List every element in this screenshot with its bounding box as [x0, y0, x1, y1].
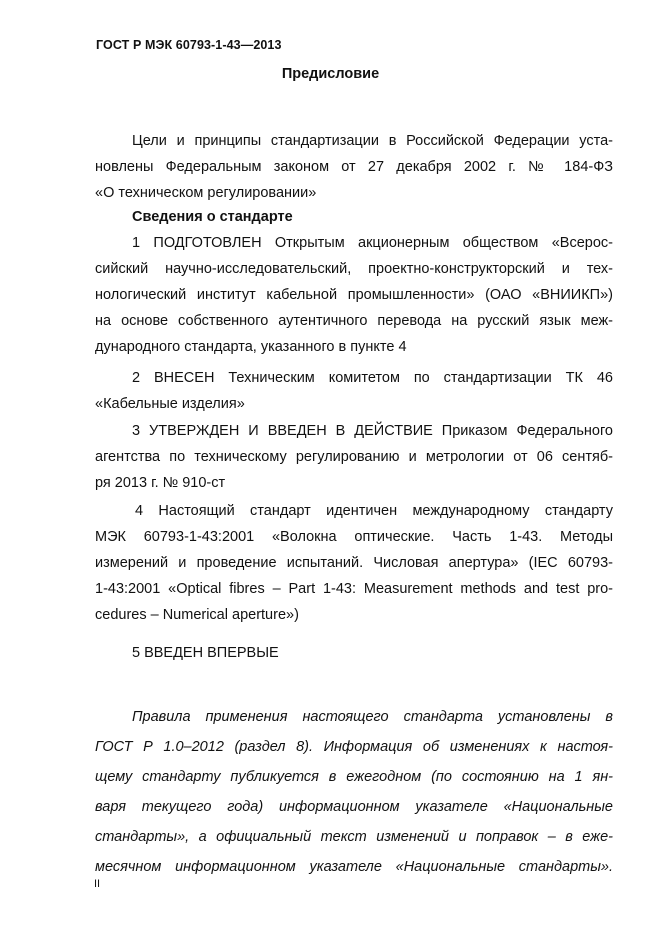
section-heading: Сведения о стандарте	[132, 209, 293, 225]
intro-line: «О техническом регулировании»	[95, 185, 317, 201]
item-2-paragraph	[95, 365, 613, 417]
item-1-line: сийский научно-исследовательский, проектно-конструкторский и тех-	[95, 261, 613, 277]
item-2-line: «Кабельные изделия»	[95, 396, 245, 412]
rules-line: варя текущего года) информационном указателе «Национальные	[95, 799, 613, 815]
item-1-line: нологический институт кабельной промышленности» (ОАО «ВНИИКП»)	[95, 287, 613, 303]
page-number: II	[94, 878, 101, 890]
item-4-line: МЭК 60793-1-43:2001 «Волокна оптические. Часть 1-43. Методы	[95, 529, 613, 545]
item-1-paragraph	[95, 230, 613, 360]
intro-line: новлены Федеральным законом от 27 декабря 2002 г. № 184-ФЗ	[95, 159, 613, 175]
rules-line: щему стандарту публикуется в ежегодном (по состоянию на 1 ян-	[95, 769, 613, 785]
rules-line: ГОСТ Р 1.0–2012 (раздел 8). Информация об изменениях к настоя-	[95, 739, 613, 755]
rules-paragraph	[95, 702, 613, 882]
item-2-line: 2 ВНЕСЕН Техническим комитетом по стандартизации ТК 46	[132, 370, 613, 386]
item-1-line: на основе собственного аутентичного перевода на русский язык меж-	[95, 313, 613, 329]
item-4-line: 1-43:2001 «Optical fibres – Part 1-43: Measurement methods and test pro-	[95, 581, 613, 597]
item-4-line: 4 Настоящий стандарт идентичен международному стандарту	[135, 503, 613, 519]
item-3-line: 3 УТВЕРЖДЕН И ВВЕДЕН В ДЕЙСТВИЕ Приказом Федерального	[132, 423, 613, 439]
item-4-paragraph	[95, 498, 613, 628]
item-4-line: cedures – Numerical aperture»)	[95, 607, 299, 623]
standard-info-section	[95, 204, 613, 230]
rules-line: Правила применения настоящего стандарта установлены в	[132, 709, 613, 725]
item-1-line: 1 ПОДГОТОВЛЕН Открытым акционерным обществом «Всерос-	[132, 235, 613, 251]
item-3-line: ря 2013 г. № 910-ст	[95, 475, 226, 491]
rules-line: месячном информационном указателе «Национальные стандарты».	[95, 859, 613, 875]
rules-line: стандарты», а официальный текст изменений и поправок – в еже-	[95, 829, 613, 845]
page-title: Предисловие	[281, 66, 380, 82]
item-5-paragraph	[95, 640, 613, 666]
item-1-line: дународного стандарта, указанного в пункте 4	[95, 339, 407, 355]
item-5-line: 5 ВВЕДЕН ВПЕРВЫЕ	[132, 645, 279, 661]
intro-line: Цели и принципы стандартизации в Российской Федерации уста-	[132, 133, 613, 149]
item-3-paragraph	[95, 418, 613, 496]
document-header: ГОСТ Р МЭК 60793-1-43—2013	[96, 38, 282, 52]
item-4-line: измерений и проведение испытаний. Числовая апертура» (IEC 60793-	[95, 555, 613, 571]
item-3-line: агентства по техническому регулированию и метрологии от 06 сентяб-	[95, 449, 613, 465]
intro-paragraph	[95, 128, 613, 206]
